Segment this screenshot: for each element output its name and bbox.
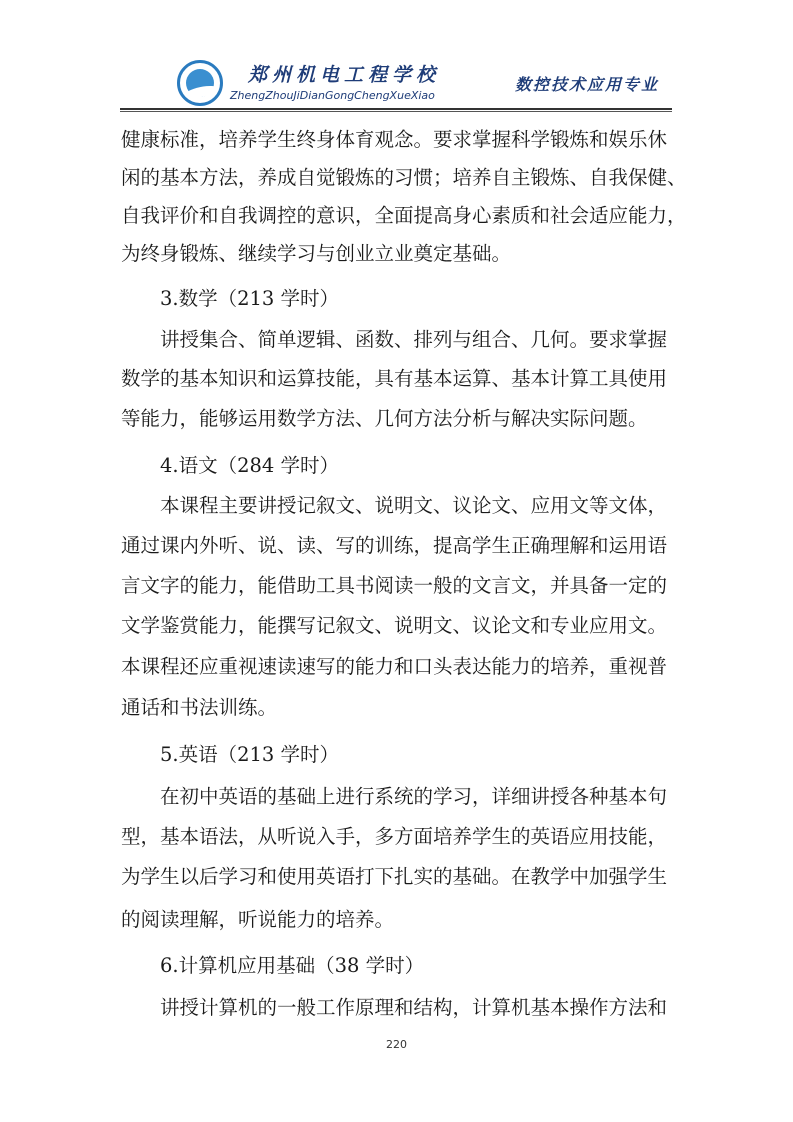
text-line: 为学生以后学习和使用英语打下扎实的基础。在教学中加强学生 — [121, 865, 668, 888]
department-name: 数控技术应用专业 — [515, 75, 660, 94]
text-line: 文学鉴赏能力，能撰写记叙文、说明文、议论文和专业应用文。 — [121, 614, 668, 637]
text-line: 的阅读理解，听说能力的培养。 — [121, 908, 395, 931]
text-line: 在初中英语的基础上进行系统的学习，详细讲授各种基本句 — [160, 785, 668, 808]
page-number: 220 — [386, 1038, 407, 1051]
school-name-en: ZhengZhouJiDianGongChengXueXiao — [230, 89, 435, 102]
header-rule — [120, 108, 672, 110]
text-line: 闲的基本方法，养成自觉锻炼的习惯；培养自主锻炼、自我保健、 — [121, 166, 687, 189]
header-rule-thin — [120, 111, 672, 112]
school-logo-icon — [177, 60, 223, 106]
school-name-cn: 郑州机电工程学校 — [248, 64, 441, 86]
text-line: 本课程主要讲授记叙文、说明文、议论文、应用文等文体， — [160, 494, 668, 517]
section-heading-chinese: 4.语文（284 学时） — [160, 454, 340, 477]
page-header — [0, 0, 793, 112]
text-line: 数学的基本知识和运算技能，具有基本运算、基本计算工具使用 — [121, 367, 668, 390]
text-line: 通过课内外听、说、读、写的训练，提高学生正确理解和运用语 — [121, 534, 668, 557]
text-line: 自我评价和自我调控的意识，全面提高身心素质和社会适应能力， — [121, 204, 687, 227]
text-line: 言文字的能力，能借助工具书阅读一般的文言文，并具备一定的 — [121, 574, 668, 597]
text-line: 健康标准，培养学生终身体育观念。要求掌握科学锻炼和娱乐休 — [121, 128, 668, 151]
text-line: 等能力，能够运用数学方法、几何方法分析与解决实际问题。 — [121, 407, 648, 430]
text-line: 型，基本语法，从听说入手，多方面培养学生的英语应用技能， — [121, 825, 668, 848]
text-line: 通话和书法训练。 — [121, 696, 278, 719]
section-heading-computer: 6.计算机应用基础（38 学时） — [160, 954, 425, 977]
text-line: 本课程还应重视速读速写的能力和口头表达能力的培养，重视普 — [121, 655, 668, 678]
text-line: 为终身锻炼、继续学习与创业立业奠定基础。 — [121, 242, 512, 265]
text-line: 讲授计算机的一般工作原理和结构，计算机基本操作方法和 — [160, 996, 668, 1019]
section-heading-math: 3.数学（213 学时） — [160, 287, 340, 310]
text-line: 讲授集合、简单逻辑、函数、排列与组合、几何。要求掌握 — [160, 328, 668, 351]
section-heading-english: 5.英语（213 学时） — [160, 743, 340, 766]
